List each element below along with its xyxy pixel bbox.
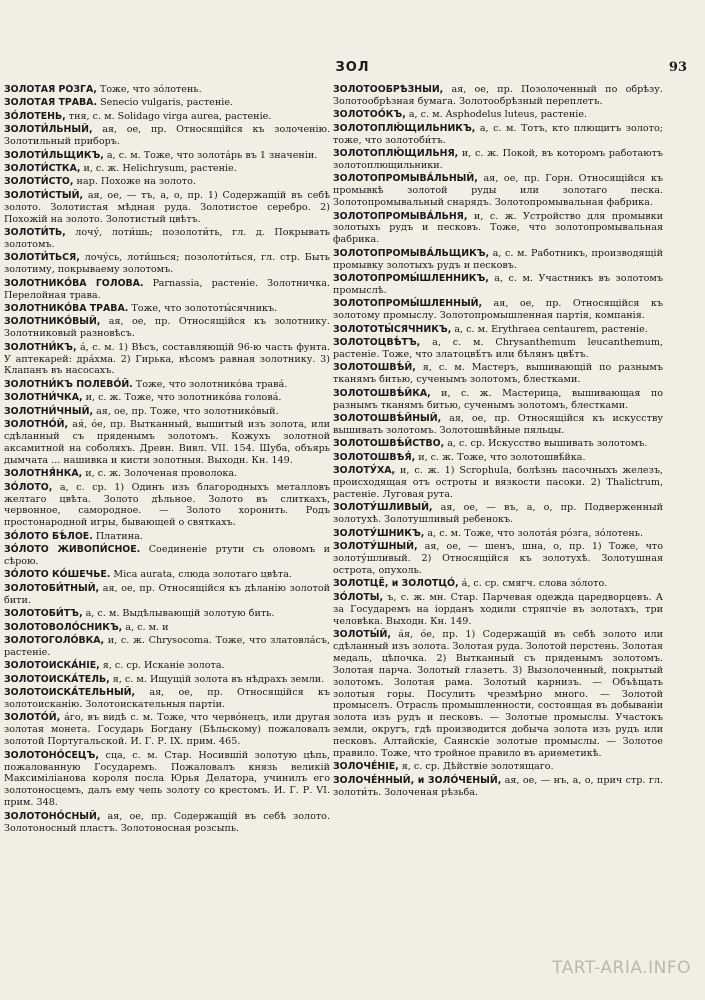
dictionary-entry [333, 273, 663, 297]
dictionary-entry [4, 342, 330, 378]
entry-definition: Тоже, что зо́лотень. [96, 84, 202, 95]
dictionary-entry [4, 544, 330, 568]
dictionary-entry [333, 528, 663, 540]
entry-definition: я, с. ср. Дѣйствіе золотящаго. [398, 761, 554, 773]
entry-headword: ЗО́ЛОТО БѢ́ЛОЕ. [4, 530, 93, 542]
dictionary-entry [333, 452, 663, 464]
entry-headword: ЗОЛОТЫ́Й, [333, 628, 391, 640]
entry-headword: ЗОЛОТОЦВѢ́ТЪ, [333, 337, 421, 349]
entry-definition: а, с. ср. 1) Одинъ изъ благородныхъ металловъ желтаго цвѣта. Золото дѣльное. Золото въ слиткахъ, червонное, самородное. — Золото хоронить. Родъ простонародной игры, бывающей о святкахъ. [4, 481, 330, 529]
entry-definition: лочу́сь, лоти́шься; позолоти́ться, гл. стр. Быть золотиму, покрываему золотомъ. [4, 252, 330, 276]
entry-headword: ЗОЛОТНЯ́НКА, [4, 468, 83, 480]
entry-headword: ЗО́ЛОТЕНЬ, [4, 110, 66, 122]
entry-definition: я, с. м. Мастеръ, вышивающій по разнымъ тканямъ битью, сученымъ золотомъ, блестками. [333, 362, 663, 386]
entry-headword: ЗОЛОТНИКО́ВА ГОЛОВА. [4, 277, 144, 289]
dictionary-entry [4, 811, 330, 835]
dictionary-entry [333, 629, 663, 760]
dictionary-entry [333, 775, 663, 799]
entry-definition: ая, ое, пр. Относящійся къ золотнику. Золотниковый разновѣсъ. [4, 316, 330, 340]
entry-headword: ЗОЛОТОШВѢ́ЙКА, [333, 387, 431, 399]
entry-headword: ЗОЛОТИ́СТЫЙ, [4, 189, 84, 201]
entry-headword: ЗОЛОТОПРОМЫВА́ЛЬНЫЙ, [333, 173, 478, 185]
entry-headword: ЗОЛОТНИКО́ВА ТРАВА. [4, 302, 129, 314]
entry-headword: ЗОЛОТНИ́ЧКА, [4, 392, 83, 404]
entry-definition: а, с. м. Тоже, что золота́рь въ 1 значеніи. [103, 149, 318, 161]
entry-definition: а, с. м. Выдѣлывающій золотую бить. [82, 608, 275, 620]
page-number: 93 [668, 60, 687, 75]
entry-definition: а́я, о́е, пр. 1) Содержащій въ себѣ золото или сдѣланный изъ золота. Золотая руда. Золотой перстень. Золотая медаль, цѣпочка. 2) Вытканный съ пряденымъ золотомъ. Золотая парча. Золотый глазетъ. 3) Вызолоченный, покрытый золотомъ. Золотая рама. Золотый карнизъ. — Объѣщать золотыя горы. Посулить чрезмѣрно много. — Золотой промыселъ. Отрасль промышленности, состоящая въ добываніи золота изъ рудъ и песковъ. — Золотые промыслы. Участокъ земли, округъ, гдѣ производится добыча золота изъ рудъ или песковъ. Алтайскіе, Саянскіе золотые промыслы. — Золотое правило. Тоже, что тройное правило въ ариѳметикѣ. [333, 628, 663, 760]
entry-headword: ЗОЛОТОТЫ́СЯЧНИКЪ, [333, 323, 452, 335]
entry-definition: и, с. ж. Устройство для промывки золотыхъ рудъ и песковъ. Тоже, что золотопромывальная фабрика. [333, 210, 663, 246]
entry-headword: ЗОЛОТОБИ́ТНЫЙ, [4, 582, 100, 594]
entry-headword: ЗОЛОЧЕ́ННЫЙ, и ЗОЛО́ЧЕНЫЙ, [333, 774, 502, 786]
entry-definition: ая, ое, пр. Горн. Относящійся къ промывкѣ золотой руды или золотаго песка. Золотопромывальный снарядъ. Золотопромывальная фабрика. [333, 173, 663, 209]
running-head-title: ЗОЛ [335, 60, 370, 75]
entry-definition: ая, ое, пр. Относящійся къ золотоисканію. Золотоискательныя партіи. [4, 687, 330, 710]
entry-definition: ая, ое, пр. Позолоченный по обрѣзу. Золотообрѣзная бумага. Золотообрѣзный переплетъ. [333, 84, 663, 107]
dictionary-entry [4, 379, 330, 391]
entry-definition: ая́, о́е, пр. Вытканный, вышитый изъ золота, или сдѣланный съ пряденымъ золотомъ. Кожухъ золотной аксамитной на соболяхъ. Древн. Вивл. VII. 154. Шуба, объярь дымчата ... нашивка и кисти золотныя. Выходн. Кн. 149. [4, 419, 330, 466]
dictionary-entry [333, 84, 663, 108]
entry-definition: я, с. ср. Исканіе золота. [99, 660, 225, 672]
entry-headword: ЗОЛОТУ́ШЛИВЫЙ, [333, 502, 433, 514]
dictionary-entry [4, 750, 330, 810]
entry-definition: Соединеніе ртути съ оловомъ и сѣрою. [4, 544, 330, 568]
entry-headword: ЗОЛОТООБРѢ́ЗНЫЙ, [333, 84, 444, 95]
dictionary-entry [333, 337, 663, 361]
dictionary-entry [333, 123, 663, 147]
dictionary-entry [333, 248, 663, 272]
dictionary-entry [333, 298, 663, 322]
entry-definition: ая, ое, пр. Содержащій въ себѣ золото. Золотоносный пластъ. Золотоносная розсыпь. [4, 810, 330, 834]
entry-definition: и, с. ж. Helichrysum, растеніе. [80, 162, 237, 174]
dictionary-entry [4, 84, 330, 96]
entry-headword: ЗОЛОТОПЛЮ́ЩИЛЬНЯ, [333, 148, 459, 160]
dictionary-entry [333, 362, 663, 386]
dictionary-entry [333, 388, 663, 412]
entry-headword: ЗОЛОТОШВѢЯ́, [333, 451, 416, 463]
entry-definition: и, с. ж. Покой, въ которомъ работаютъ золотоплющильники. [333, 148, 663, 171]
entry-headword: ЗОЛОТОБИ́ТЪ, [4, 608, 83, 620]
dictionary-entry [4, 150, 330, 162]
entry-headword: ЗО́ЛОТО, [4, 481, 53, 493]
entry-definition: ая, ое, — шенъ, шна, о, пр. 1) Тоже, что золоту́шливый. 2) Относящійся къ золотухѣ. Золотушная острота, опухоль. [333, 541, 663, 576]
dictionary-entry [4, 660, 330, 672]
entry-definition: а, с. м. и [122, 621, 169, 633]
dictionary-entry [4, 124, 330, 148]
entry-headword: ЗОЛОТОПРОМЫВА́ЛЬЩИКЪ, [333, 247, 490, 259]
dictionary-entry [333, 592, 663, 628]
entry-headword: ЗОЛОТИ́СТО, [4, 176, 74, 188]
entry-headword: ЗОЛОТНИ́ЧНЫЙ, [4, 405, 94, 417]
dictionary-entry [333, 148, 663, 172]
entry-headword: ЗОЛОТНИ́КЪ, [4, 341, 77, 353]
dictionary-entry [333, 173, 663, 209]
entry-definition: и, с. ж. Chrysocoma. Тоже, что златовла́съ, растеніе. [4, 634, 330, 658]
entry-headword: ЗОЛОТОПРОМЫ́ШЛЕННИКЪ, [333, 273, 489, 285]
entry-definition: ая, ое, пр. Относящійся къ дѣланію золотой бити. [4, 582, 330, 606]
dictionary-entry [4, 531, 330, 543]
entry-definition: Parnassia, растеніе. Золотничка. Перелойная трава. [4, 277, 330, 301]
entry-definition: ая, ое, — тъ, а, о, пр. 1) Содержащій въ себѣ золото. Золотистая мѣдная руда. Золотистое серебро. 2) Похожій на золото. Золотистый цвѣтъ. [4, 189, 330, 225]
entry-definition: и, с. ж. Тоже, что золотошвѣ́йка. [415, 451, 586, 463]
entry-headword: ЗО́ЛОТЫ, [333, 591, 384, 603]
watermark: TART-ARIA.INFO [552, 958, 691, 978]
dictionary-entry [4, 97, 330, 109]
entry-headword: ЗО́ЛОТО ЖИВОПИ́СНОЕ. [4, 544, 141, 556]
entry-definition: а, с. ср. Искусство вышивать золотомъ. [444, 438, 648, 450]
entry-definition: ая, ое, пр. Относящійся къ золотому промыслу. Золотопромышленная партія, компанія. [333, 298, 663, 322]
entry-headword: ЗОЛОТУ́ШНЫЙ, [333, 541, 418, 553]
entry-headword: ЗО́ЛОТО КО́ШЕЧЬЕ. [4, 569, 111, 581]
entry-definition: а, с. м. Участникъ въ золотомъ промыслѣ. [333, 273, 663, 296]
dictionary-entry [333, 109, 663, 121]
entry-definition: а́, с. ср. смягч. слова зо́лото. [458, 578, 608, 590]
entry-definition: ая, ое, пр. Тоже, что золотнико́вый. [93, 405, 279, 417]
entry-headword: ЗОЛОТОИСКА́НІЕ, [4, 660, 100, 672]
entry-definition: Mica aurata, слюда золотаго цвѣта. [110, 569, 292, 581]
dictionary-entry [4, 569, 330, 581]
dictionary-entry [4, 316, 330, 340]
dictionary-entry [4, 635, 330, 659]
entry-headword: ЗОЛОТОИСКА́ТЕЛЬ, [4, 673, 110, 685]
entry-headword: ЗОЛОТОО́КЪ, [333, 109, 406, 121]
entry-headword: ЗОЛОТОПРОМЫВА́ЛЬНЯ, [333, 210, 468, 222]
entry-definition: и, с. ж. Золоченая проволока. [82, 468, 238, 480]
entry-headword: ЗОЛОТОГОЛО́ВКА, [4, 634, 105, 646]
entry-definition: а, с. м. Asphodelus luteus, растеніе. [405, 109, 588, 121]
entry-headword: ЗОЛОТОШВѢ́Й, [333, 362, 416, 374]
entry-definition: Платина. [92, 530, 143, 542]
running-head [0, 60, 705, 78]
dictionary-entry [4, 468, 330, 480]
entry-headword: ЗОЛОЧЕ́НІЕ, [333, 761, 399, 773]
entry-definition: тня, с. м. Solidago virga aurea, растеніе. [65, 110, 272, 122]
entry-headword: ЗОЛОТИ́ЛЬНЫЙ, [4, 124, 93, 136]
entry-headword: ЗОЛОТИ́СТКА, [4, 162, 81, 174]
dictionary-entry [4, 392, 330, 404]
dictionary-entry [4, 163, 330, 175]
entry-headword: ЗОЛОТО́Й, [4, 712, 61, 724]
entry-definition: ая, ое, — нъ, а, о, прич стр. гл. золоти́ть. Золоченая рѣзьба. [333, 774, 663, 798]
entry-headword: ЗОЛОТАЯ РО́ЗГА, [4, 84, 97, 95]
entry-definition: ая, ое, пр. Относящійся къ золоченію. Золотильный приборъ. [4, 124, 330, 148]
dictionary-entry [4, 190, 330, 226]
entry-headword: ЗОЛОТЦЁ, и ЗОЛОТЦО́, [333, 578, 459, 590]
dictionary-entry [4, 227, 330, 251]
entry-definition: Тоже, что золотнико́ва трава́. [132, 378, 288, 390]
dictionary-entry [333, 324, 663, 336]
dictionary-entry [333, 465, 663, 501]
entry-definition: я, с. м. Ищущій золота въ нѣдрахъ земли. [109, 673, 325, 685]
entry-headword: ЗОЛОТОШВѢ́ЙНЫЙ, [333, 413, 442, 425]
entry-definition: ъ, с. ж. мн. Стар. Парчевая одежда царедворцевъ. А за Государемъ на іорданъ ходили стряпчіе въ золотахъ, три человѣка. Выходн. Кн. 149. [333, 591, 663, 627]
entry-headword: ЗОЛОТОНО́СНЫЙ, [4, 810, 101, 822]
right-column [333, 84, 663, 964]
entry-definition: и, с. ж. Тоже, что золотнико́ва голова́. [82, 392, 282, 404]
entry-headword: ЗОЛОТОШВѢ́ЙСТВО, [333, 438, 445, 450]
entry-definition: ая, ое, пр. Относящійся къ искусству вышивать золотомъ. Золотошвѣйные пяльцы. [333, 413, 663, 436]
dictionary-entry [4, 419, 330, 467]
entry-definition: ая, ое, — въ, а, о, пр. Подверженный золотухѣ. Золотушливый ребенокъ. [333, 502, 663, 526]
dictionary-entry [333, 502, 663, 526]
dictionary-entry [4, 252, 330, 276]
dictionary-entry [4, 278, 330, 302]
dictionary-entry [333, 211, 663, 247]
entry-definition: а́, с. м. 1) Вѣсъ, составляющій 96-ю часть фунта. У аптекарей: дра́хма. 2) Гирька, вѣсомъ равная золотнику. 3) Клапанъ въ насосахъ. [4, 341, 330, 377]
dictionary-entry [4, 176, 330, 188]
entry-definition: а, с. м. Тотъ, кто плющитъ золото; тоже, что золотоби́тъ. [333, 122, 663, 146]
entry-headword: ЗОЛОТИ́ТЬ, [4, 226, 66, 238]
entry-headword: ЗОЛОТНИКО́ВЫЙ, [4, 316, 101, 328]
entry-definition: нар. Похоже на золото. [73, 176, 196, 188]
dictionary-entry [4, 583, 330, 607]
entry-definition: и, с. ж. Мастерица, вышивающая по разнымъ тканямъ битью, сученымъ золотомъ, блестками. [333, 387, 663, 411]
dictionary-entry [4, 687, 330, 711]
entry-definition: сца, с. м. Стар. Носившій золотую цѣпь, пожалованную Государемъ. Пожаловалъ князь великій Максиміліанова короля посла Юрья Делатора, учинилъ его золотоносцемъ, далъ ему чепь золоту со крестомъ. И. Г. Р. VI. прим. 348. [4, 749, 330, 809]
dictionary-entry [4, 608, 330, 620]
entry-headword: ЗОЛОТИ́ЛЬЩИКЪ, [4, 149, 104, 161]
dictionary-entry [4, 482, 330, 530]
dictionary-entry [4, 674, 330, 686]
entry-headword: ЗОЛОТНО́Й, [4, 419, 69, 431]
entry-headword: ЗОЛОТАЯ ТРАВА. [4, 97, 98, 109]
entry-headword: ЗОЛОТНИ́КЪ ПОЛЕВО́Й. [4, 378, 133, 390]
dictionary-entry [333, 578, 663, 590]
entry-headword: ЗОЛОТОПЛЮ́ЩИЛЬНИКЪ, [333, 122, 476, 134]
left-column [4, 84, 330, 964]
entry-definition: а, с. м. Тоже, что золота́я ро́зга, зо́лотень. [424, 527, 644, 539]
dictionary-entry [4, 712, 330, 748]
entry-definition: и, с. ж. 1) Scrophula, болѣзнь пасочныхъ железъ, происходящая отъ остроты и вязкости пасоки. 2) Thalictrum, растеніе. Луговая рута. [333, 465, 663, 500]
dictionary-entry [4, 111, 330, 123]
dictionary-entry [333, 761, 663, 773]
entry-definition: а, с. м. Chrysanthemum leucanthemum, растеніе. Тоже, что златоцвѣ́тъ или бѣлянъ цвѣ́тъ. [333, 337, 663, 361]
entry-definition: а́го, въ видѣ с. м. Тоже, что черво́нецъ, или другая золотая монета. Государь Богдану (Бѣльскому) пожаловалъ золотой Португальской. И. Г. Р. IX. прим. 465. [4, 712, 330, 748]
entry-definition: а, с. м. Работникъ, производящій промывку золотыхъ рудъ и песковъ. [333, 247, 663, 271]
dictionary-entry [4, 303, 330, 315]
dictionary-entry [333, 413, 663, 437]
entry-definition: а, с. м. Erythraea centaurem, растеніе. [451, 323, 648, 335]
entry-headword: ЗОЛОТОНО́СЕЦЪ, [4, 749, 99, 761]
entry-definition: Тоже, что золототы́сячникъ. [128, 302, 278, 314]
dictionary-entry [333, 438, 663, 450]
dictionary-entry [4, 622, 330, 634]
entry-headword: ЗОЛОТУ́ШНИКЪ, [333, 527, 425, 539]
entry-definition: лочу́, лоти́шь; позолоти́ть, гл. д. Покрывать золотомъ. [4, 226, 330, 250]
entry-headword: ЗОЛОТОИСКА́ТЕЛЬНЫЙ, [4, 687, 136, 699]
entry-headword: ЗОЛОТИ́ТЬСЯ, [4, 252, 80, 264]
dictionary-entry [333, 541, 663, 577]
dictionary-entry [4, 406, 330, 418]
entry-definition: Senecio vulgaris, растеніе. [97, 97, 234, 109]
entry-headword: ЗОЛОТОВОЛО́СНИКЪ, [4, 621, 123, 633]
entry-headword: ЗОЛОТУ́ХА, [333, 465, 396, 477]
entry-headword: ЗОЛОТОПРОМЫ́ШЛЕННЫЙ, [333, 298, 483, 310]
